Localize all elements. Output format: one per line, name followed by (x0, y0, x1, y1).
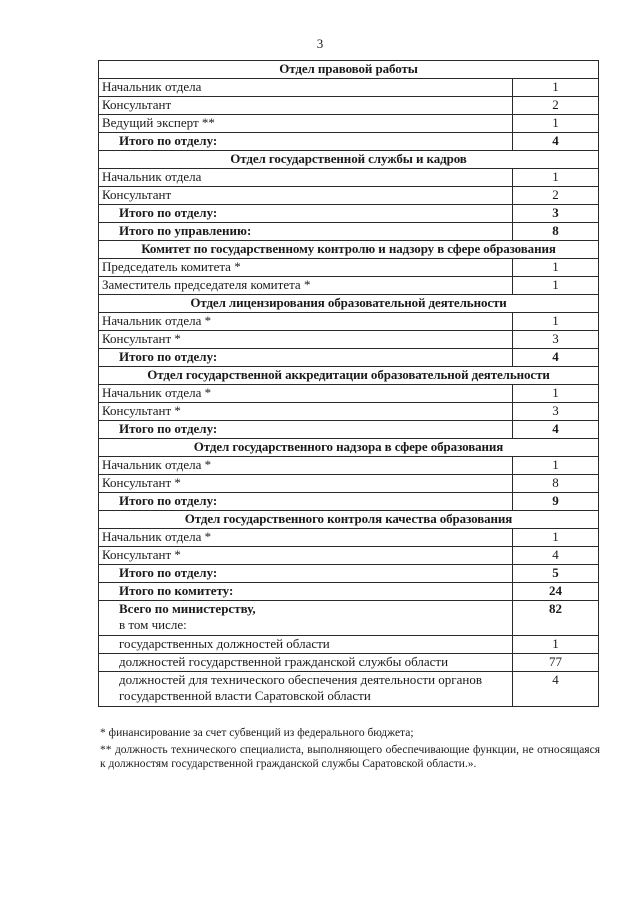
position-name: Ведущий эксперт ** (99, 115, 513, 133)
section-title: Отдел государственной аккредитации образовательной деятельности (99, 367, 599, 385)
section-header-row (99, 295, 599, 313)
total-value: 5 (513, 565, 599, 583)
total-row (99, 349, 599, 367)
table-row (99, 115, 599, 133)
position-count: 1 (513, 529, 599, 547)
grand-total-label: Всего по министерству, (119, 601, 256, 616)
position-count: 1 (513, 277, 599, 295)
position-name: Начальник отдела * (99, 529, 513, 547)
footnote-subvention: * финансирование за счет субвенций из федерального бюджета; (100, 727, 414, 739)
breakdown-row (99, 636, 599, 654)
position-count: 2 (513, 187, 599, 205)
footnotes (100, 726, 600, 774)
position-count: 1 (513, 115, 599, 133)
position-name: Начальник отдела * (99, 385, 513, 403)
table-row (99, 277, 599, 295)
breakdown-row (99, 672, 599, 707)
breakdown-value: 1 (513, 636, 599, 654)
position-count: 1 (513, 385, 599, 403)
breakdown-value: 4 (513, 672, 599, 707)
position-name: Консультант * (99, 403, 513, 421)
total-value: 9 (513, 493, 599, 511)
total-value: 8 (513, 223, 599, 241)
total-row (99, 583, 599, 601)
section-header-row (99, 439, 599, 457)
position-name: Заместитель председателя комитета * (99, 277, 513, 295)
total-value: 4 (513, 133, 599, 151)
position-count: 1 (513, 313, 599, 331)
position-name: Начальник отдела (99, 169, 513, 187)
table-row (99, 79, 599, 97)
position-name: Консультант * (99, 331, 513, 349)
table-row (99, 313, 599, 331)
total-row (99, 133, 599, 151)
total-label: Итого по отделу: (99, 205, 513, 223)
section-title: Отдел государственной службы и кадров (99, 151, 599, 169)
table-row (99, 169, 599, 187)
table-row (99, 259, 599, 277)
total-label: Итого по отделу: (99, 493, 513, 511)
staffing-table-body (99, 61, 599, 707)
position-name: Начальник отдела * (99, 457, 513, 475)
section-title: Отдел государственного надзора в сфере образования (99, 439, 599, 457)
table-row (99, 187, 599, 205)
position-name: Начальник отдела * (99, 313, 513, 331)
table-row (99, 331, 599, 349)
position-name: Консультант * (99, 547, 513, 565)
position-name: Председатель комитета * (99, 259, 513, 277)
section-header-row (99, 61, 599, 79)
footnote-technical-specialist: ** должность технического специалиста, выполняющего обеспечивающие функции, не относящаяся к должностям государственной гражданской службы Саратовской области.». (100, 744, 600, 770)
position-count: 3 (513, 403, 599, 421)
total-value: 24 (513, 583, 599, 601)
total-row (99, 421, 599, 439)
total-value: 4 (513, 421, 599, 439)
total-label: Итого по отделу: (99, 349, 513, 367)
table-row (99, 385, 599, 403)
staffing-table (98, 60, 599, 707)
table-row (99, 403, 599, 421)
position-count: 8 (513, 475, 599, 493)
total-row (99, 223, 599, 241)
grand-total-sublabel: в том числе: (119, 617, 187, 632)
table-row (99, 529, 599, 547)
section-title: Отдел правовой работы (99, 61, 599, 79)
grand-total-value: 82 (513, 601, 599, 636)
total-row (99, 493, 599, 511)
position-count: 1 (513, 457, 599, 475)
total-value: 3 (513, 205, 599, 223)
position-count: 3 (513, 331, 599, 349)
page-number: 3 (316, 36, 324, 51)
position-name: Консультант (99, 97, 513, 115)
section-header-row (99, 511, 599, 529)
section-title: Комитет по государственному контролю и надзору в сфере образования (99, 241, 599, 259)
position-name: Консультант * (99, 475, 513, 493)
position-count: 4 (513, 547, 599, 565)
section-header-row (99, 151, 599, 169)
total-row (99, 565, 599, 583)
breakdown-value: 77 (513, 654, 599, 672)
table-row (99, 475, 599, 493)
total-label: Итого по отделу: (99, 421, 513, 439)
position-count: 1 (513, 259, 599, 277)
section-title: Отдел лицензирования образовательной деятельности (99, 295, 599, 313)
section-header-row (99, 367, 599, 385)
grand-total-row (99, 601, 599, 636)
table-row (99, 457, 599, 475)
breakdown-row (99, 654, 599, 672)
position-count: 2 (513, 97, 599, 115)
section-title: Отдел государственного контроля качества образования (99, 511, 599, 529)
table-row (99, 97, 599, 115)
breakdown-label: должностей для технического обеспечения деятельности органов государственной власти Саратовской области (99, 672, 513, 707)
position-count: 1 (513, 79, 599, 97)
section-header-row (99, 241, 599, 259)
total-value: 4 (513, 349, 599, 367)
total-label: Итого по отделу: (99, 565, 513, 583)
position-name: Консультант (99, 187, 513, 205)
total-label: Итого по управлению: (99, 223, 513, 241)
total-label: Итого по комитету: (99, 583, 513, 601)
total-row (99, 205, 599, 223)
position-count: 1 (513, 169, 599, 187)
grand-total-label-cell (99, 601, 513, 636)
position-name: Начальник отдела (99, 79, 513, 97)
table-row (99, 547, 599, 565)
breakdown-label: государственных должностей области (99, 636, 513, 654)
total-label: Итого по отделу: (99, 133, 513, 151)
breakdown-label: должностей государственной гражданской службы области (99, 654, 513, 672)
